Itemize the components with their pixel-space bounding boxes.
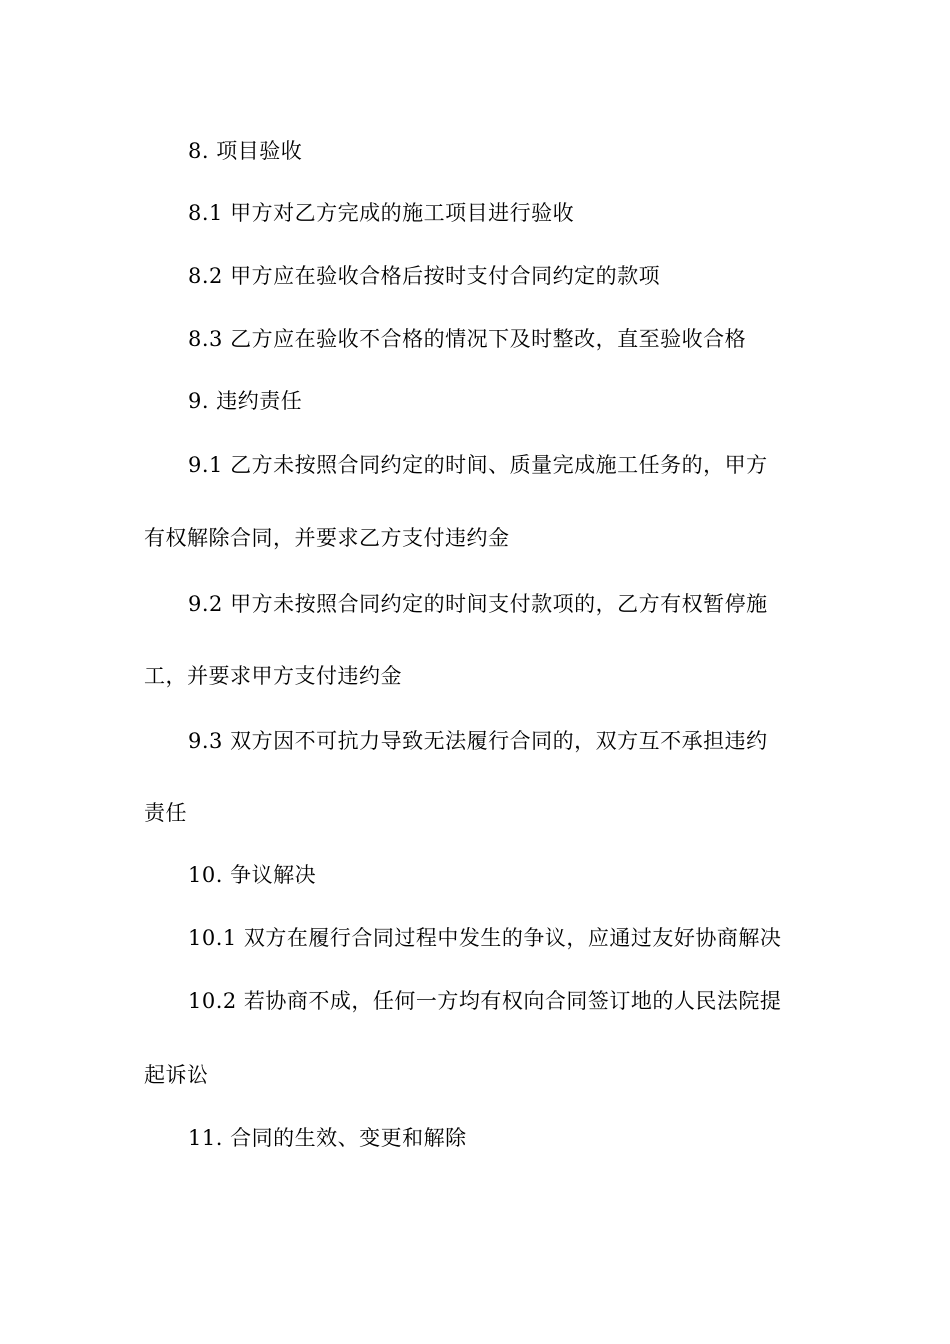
clause-9-2-line1: 9.2 甲方未按照合同约定的时间支付款项的，乙方有权暂停施 (188, 592, 768, 616)
clause-9-1-line2: 有权解除合同，并要求乙方支付违约金 (144, 526, 510, 550)
section-heading-10: 10. 争议解决 (188, 863, 317, 887)
clause-8-2: 8.2 甲方应在验收合格后按时支付合同约定的款项 (188, 264, 661, 288)
clause-9-3-line1: 9.3 双方因不可抗力导致无法履行合同的，双方互不承担违约 (188, 729, 768, 753)
section-heading-11: 11. 合同的生效、变更和解除 (188, 1126, 467, 1150)
clause-10-1: 10.1 双方在履行合同过程中发生的争议，应通过友好协商解决 (188, 926, 782, 950)
clause-8-1: 8.1 甲方对乙方完成的施工项目进行验收 (188, 201, 575, 225)
section-heading-8: 8. 项目验收 (188, 139, 303, 163)
clause-9-1-line1: 9.1 乙方未按照合同约定的时间、质量完成施工任务的，甲方 (188, 453, 768, 477)
clause-10-2-line1: 10.2 若协商不成，任何一方均有权向合同签订地的人民法院提 (188, 989, 782, 1013)
clause-10-2-line2: 起诉讼 (144, 1063, 209, 1087)
clause-9-3-line2: 责任 (144, 801, 187, 825)
clause-8-3: 8.3 乙方应在验收不合格的情况下及时整改，直至验收合格 (188, 327, 747, 351)
clause-9-2-line2: 工，并要求甲方支付违约金 (144, 664, 402, 688)
section-heading-9: 9. 违约责任 (188, 389, 303, 413)
